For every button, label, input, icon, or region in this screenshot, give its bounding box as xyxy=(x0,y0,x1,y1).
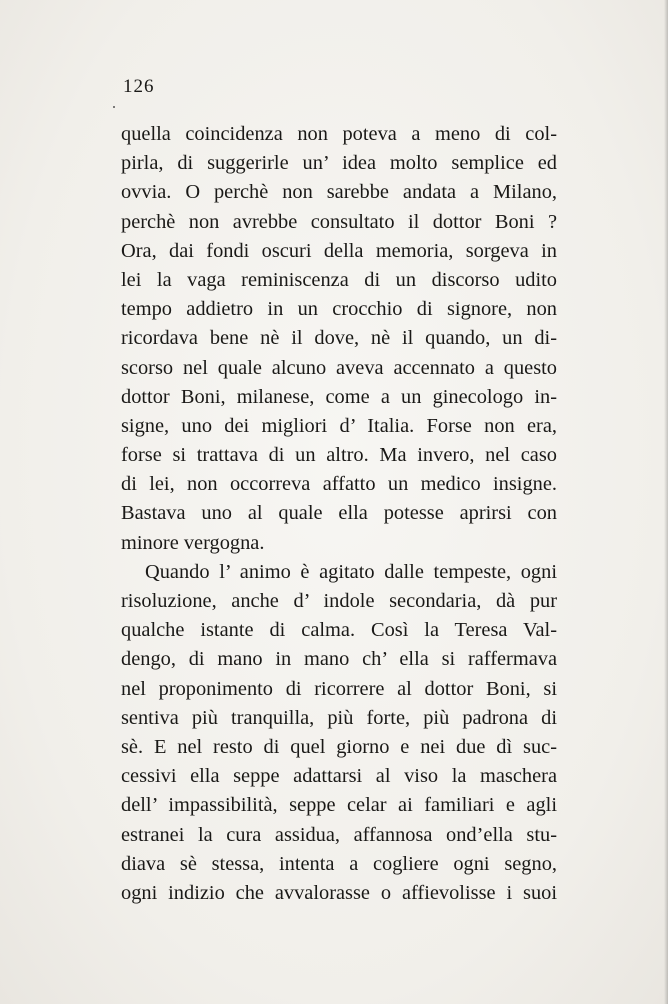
text-line: minore vergogna. xyxy=(121,531,265,554)
text-line: nel proponimento di ricorrere al dottor Boni, si xyxy=(121,677,557,700)
text-line: dottor Boni, milanese, come a un ginecologo in- xyxy=(121,385,557,408)
text-line: quella coincidenza non poteva a meno di col- xyxy=(121,123,557,145)
text-line: Ora, dai fondi oscuri della memoria, sorgeva in xyxy=(121,239,557,262)
text-line: sentiva più tranquilla, più forte, più padrona di xyxy=(121,706,557,729)
text-line: ogni indizio che avvalorasse o affievolisse i suoi xyxy=(121,881,557,904)
text-line: ricordava bene nè il dove, nè il quando, un di- xyxy=(121,327,557,350)
text-line: ovvia. O perchè non sarebbe andata a Milano, xyxy=(121,181,557,204)
text-line: Quando l’ animo è agitato dalle tempeste, ogni xyxy=(145,560,557,583)
text-line: sè. E nel resto di quel giorno e nei due dì suc- xyxy=(121,735,557,758)
page-edge-shadow xyxy=(664,0,668,1004)
text-line: cessivi ella seppe adattarsi al viso la maschera xyxy=(121,765,557,788)
page-number: 126 xyxy=(123,76,155,97)
text-line: dell’ impassibilità, seppe celar ai familiari e agli xyxy=(121,794,557,817)
paragraph-2 xyxy=(121,558,557,908)
text-line: perchè non avrebbe consultato il dottor Boni ? xyxy=(121,210,557,233)
text-line: dengo, di mano in mano ch’ ella si raffermava xyxy=(121,648,557,671)
text-line: tempo addietro in un crocchio di signore, non xyxy=(121,298,557,321)
text-line: Bastava uno al quale ella potesse aprirsi con xyxy=(121,502,557,525)
ink-speck xyxy=(113,106,115,108)
paragraph-1 xyxy=(121,120,557,558)
text-line: diava sè stessa, intenta a cogliere ogni segno, xyxy=(121,852,557,875)
text-line: pirla, di suggerirle un’ idea molto semplice ed xyxy=(121,152,557,175)
text-line: qualche istante di calma. Così la Teresa Val- xyxy=(121,619,557,642)
text-line: lei la vaga reminiscenza di un discorso udito xyxy=(121,268,557,291)
text-line: di lei, non occorreva affatto un medico insigne. xyxy=(121,473,557,496)
text-line: estranei la cura assidua, affannosa ond’ella stu- xyxy=(121,823,557,846)
text-line: forse si trattava di un altro. Ma invero, nel caso xyxy=(121,444,557,467)
text-line: signe, uno dei migliori d’ Italia. Forse non era, xyxy=(121,414,557,437)
text-line: scorso nel quale alcuno aveva accennato a questo xyxy=(121,356,557,379)
text-line: risoluzione, anche d’ indole secondaria, dà pur xyxy=(121,590,557,612)
body-text xyxy=(121,120,557,908)
